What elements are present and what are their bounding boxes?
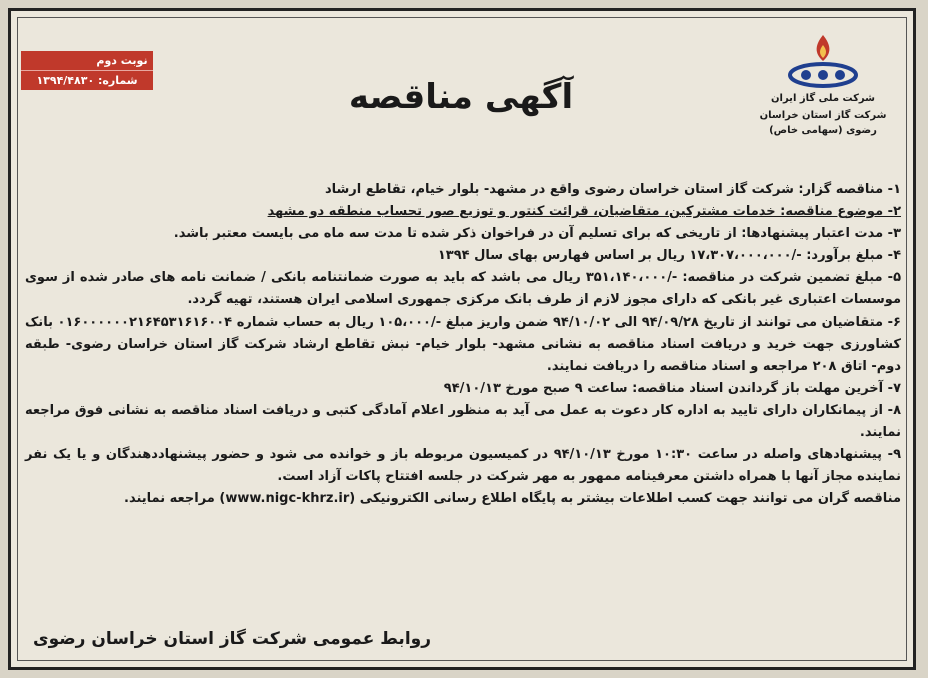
item-5: ۵- مبلغ تضمین شرکت در مناقصه: -/۳۵۱،۱۴۰،۰۰۰ ریال می باشد که باید به صورت ضمانتنامه بانکی / ضمانت نامه های صادر شده از سوی موسسات اعتباری غیر بانکی که دارای مجوز لازم از طرف بانک مرکزی جمهوری اسلامی ایران هستند، تهیه گردد. xyxy=(25,270,901,308)
notice-title: آگهی مناقصه xyxy=(348,77,574,117)
gas-flame-logo-icon xyxy=(786,33,860,89)
item-8: ۸- از پیمانکاران دارای تایید به اداره کار دعوت به عمل می آید به منظور اعلام آمادگی کتبی و دریافت اسناد مناقصه به نشانی فوق مراجعه نمایند. xyxy=(25,402,901,441)
company-logo-block xyxy=(743,33,903,138)
item-6: ۶- متقاضیان می توانند از تاریخ ۹۴/۰۹/۲۸ الی ۹۴/۱۰/۰۲ ضمن واریز مبلغ -/۱۰۵،۰۰۰ ریال به حساب شماره ۰۱۶۰۰۰۰۰۰۲۱۶۴۵۳۱۶۱۶۰۰۴ بانک کشاورزی جهت خرید و دریافت اسناد مناقصه به نشانی مشهد- بلوار خیام- نبش تقاطع ارشاد شرکت گاز استان خراسان رضوی- طبقه دوم- اتاق ۲۰۸ مراجعه و اسناد مناقصه را دریافت نمایند. xyxy=(25,314,901,374)
website-note: مناقصه گران می توانند جهت کسب اطلاعات بیشتر به پایگاه اطلاع رسانی الکترونیکی (www.nigc-khrz.ir) مراجعه نمایند. xyxy=(124,491,901,507)
item-7: ۷- آخرین مهلت باز گرداندن اسناد مناقصه: ساعت ۹ صبح مورخ ۹۴/۱۰/۱۳ xyxy=(443,380,901,396)
company-name-provincial: شرکت گاز استان خراسان رضوی (سهامی خاص) xyxy=(759,110,887,136)
item-9: ۹- پیشنهادهای واصله در ساعت ۱۰:۳۰ مورخ ۹۴/۱۰/۱۳ در کمیسیون مربوطه باز و خوانده می شود و حضور پیشنهاددهندگان و یا یک نفر نماینده مجاز آنها با همراه داشتن معرفینامه ممهور به مهر شرکت در جلسه افتتاح پاکات آزاد است. xyxy=(25,447,901,485)
company-name-national: شرکت ملی گاز ایران xyxy=(771,93,875,104)
stamp-round: نوبت دوم xyxy=(91,51,153,70)
item-1: ۱- مناقصه گزار: شرکت گاز استان خراسان رضوی واقع در مشهد- بلوار خیام، تقاطع ارشاد xyxy=(324,182,901,197)
item-3: ۳- مدت اعتبار پیشنهادها: از تاریخی که برای تسلیم آن در فراخوان ذکر شده تا مدت سه ماه می بایست معتبر باشد. xyxy=(173,226,901,242)
item-4: ۴- مبلغ برآورد: -/۱۷،۳۰۷،۰۰۰،۰۰۰ ریال بر اساس فهارس بهای سال ۱۳۹۴ xyxy=(437,248,901,264)
issue-stamp xyxy=(21,51,153,90)
stamp-number: شماره: ۱۳۹۴/۴۸۳۰ xyxy=(21,70,153,90)
item-2: ۲- موضوع مناقصه: خدمات مشترکین، متقاضیان، قرائت کنتور و توزیع صور تحساب منطقه دو مشهد xyxy=(267,204,901,220)
tender-notice-page xyxy=(8,8,916,670)
public-relations-signature: روابط عمومی شرکت گاز استان خراسان رضوی xyxy=(33,629,431,649)
notice-body xyxy=(25,179,901,510)
